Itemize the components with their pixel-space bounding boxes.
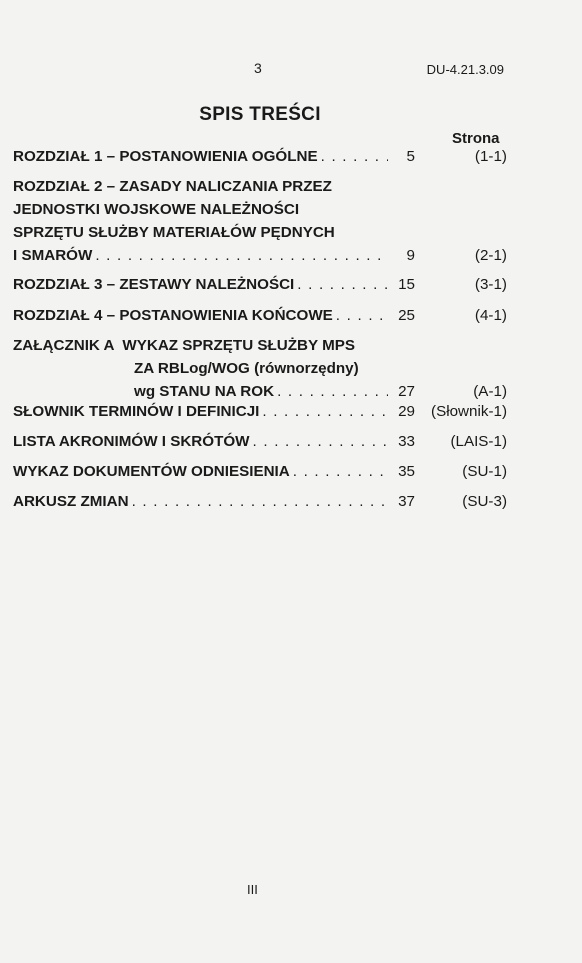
toc-entry-page: 27: [398, 383, 415, 400]
toc-entry-label: WYKAZ DOKUMENTÓW ODNIESIENIA: [13, 463, 290, 480]
leader-dots: [293, 463, 388, 480]
toc-entry-label: ROZDZIAŁ 4 – POSTANOWIENIA KOŃCOWE: [13, 307, 333, 324]
toc-entry-page: 35: [398, 463, 415, 480]
toc-entry-label: ROZDZIAŁ 3 – ZESTAWY NALEŻNOŚCI: [13, 276, 295, 293]
toc-entry-ref: (LAIS-1): [450, 433, 507, 450]
toc-entry-wykaz-dokumentow[interactable]: [13, 463, 507, 486]
toc-entry-page: 15: [398, 276, 415, 293]
leader-dots: [95, 247, 388, 264]
toc-entry-lista-akronimow[interactable]: [13, 433, 507, 456]
toc-entry-page: 33: [398, 433, 415, 450]
leader-dots: [297, 276, 388, 293]
toc-entry-zalacznik-a[interactable]: [13, 337, 507, 406]
leader-dots: [253, 433, 388, 450]
toc-entry-label: ROZDZIAŁ 2 – ZASADY NALICZANIA PRZEZ: [13, 178, 332, 195]
leader-dots: [336, 307, 388, 324]
page-column-header: Strona: [452, 130, 500, 147]
toc-entry-ref: (3-1): [474, 276, 507, 293]
toc-entry-label: ARKUSZ ZMIAN: [13, 493, 129, 510]
toc-entry-rozdzial-3[interactable]: [13, 276, 507, 299]
toc-entry-ref: (Słownik-1): [431, 403, 507, 420]
leader-dots: [262, 403, 388, 420]
leader-dots: [321, 148, 388, 165]
toc-entry-arkusz-zmian[interactable]: [13, 493, 507, 516]
toc-entry-ref: (SU-3): [462, 493, 507, 510]
toc-entry-label: ZAŁĄCZNIK A WYKAZ SPRZĘTU SŁUŻBY MPS: [13, 337, 355, 354]
toc-entry-ref: (1-1): [474, 148, 507, 165]
toc-entry-slownik[interactable]: [13, 403, 507, 426]
header-page-number: 3: [254, 60, 262, 76]
toc-entry-ref: (2-1): [474, 247, 507, 264]
toc-entry-label: ROZDZIAŁ 1 – POSTANOWIENIA OGÓLNE: [13, 148, 318, 165]
toc-entry-ref: (4-1): [474, 307, 507, 324]
toc-entry-label: ZA RBLog/WOG (równorzędny): [134, 360, 359, 377]
leader-dots: [277, 383, 388, 400]
document-code: DU-4.21.3.09: [426, 62, 504, 77]
toc-entry-label: I SMARÓW: [13, 247, 93, 264]
toc-entry-rozdzial-4[interactable]: [13, 307, 507, 330]
toc-title: SPIS TREŚCI: [199, 104, 321, 125]
toc-entry-label: SŁOWNIK TERMINÓW I DEFINICJI: [13, 403, 260, 420]
toc-entry-label: wg STANU NA ROK: [134, 383, 275, 400]
toc-entry-rozdzial-2[interactable]: [13, 178, 507, 270]
toc-entry-page: 37: [398, 493, 415, 510]
toc-entry-ref: (SU-1): [462, 463, 507, 480]
toc-entry-label: JEDNOSTKI WOJSKOWE NALEŻNOŚCI: [13, 201, 300, 218]
toc-entry-page: 9: [406, 247, 415, 264]
toc-entry-label: SPRZĘTU SŁUŻBY MATERIAŁÓW PĘDNYCH: [13, 224, 335, 241]
footer-page-number: III: [247, 882, 258, 897]
toc-entry-page: 29: [398, 403, 415, 420]
toc-entry-label: LISTA AKRONIMÓW I SKRÓTÓW: [13, 433, 250, 450]
toc-entry-ref: (A-1): [473, 383, 507, 400]
toc-entry-page: 5: [406, 148, 415, 165]
toc-entry-page: 25: [398, 307, 415, 324]
leader-dots: [132, 493, 388, 510]
toc-entry-rozdzial-1[interactable]: [13, 148, 507, 171]
